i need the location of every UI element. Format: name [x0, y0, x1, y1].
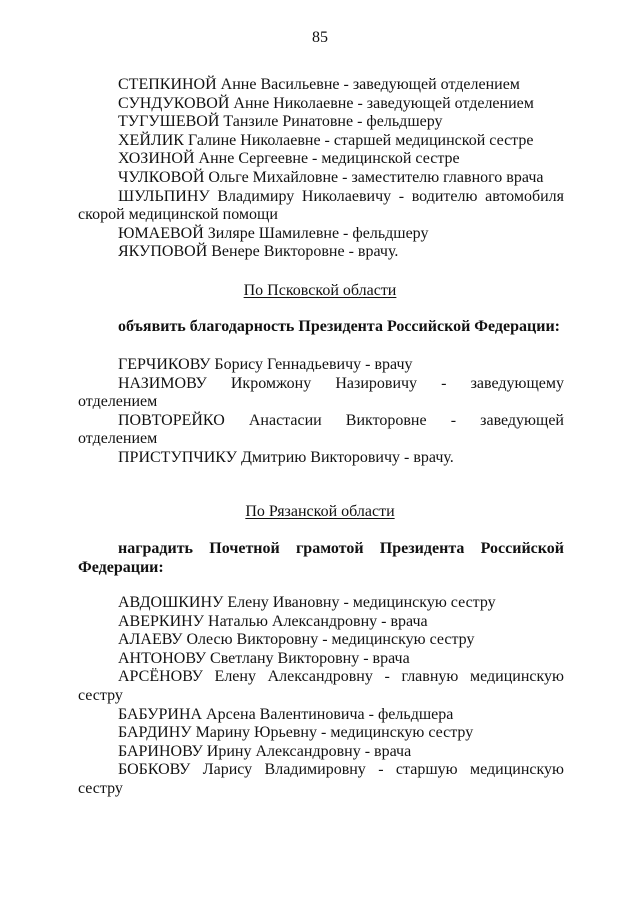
list-item: ПРИСТУПЧИКУ Дмитрию Викторовичу - врачу. — [118, 448, 454, 466]
list-item: ЯКУПОВОЙ Венере Викторовне - врачу. — [118, 243, 399, 261]
list-item-continuation: отделением — [78, 393, 158, 411]
list-item: БАРДИНУ Марину Юрьевну - медицинскую сестру — [118, 724, 474, 742]
awardee-list-top — [78, 76, 564, 262]
list-item: АВЕРКИНУ Наталью Александровну - врача — [118, 612, 428, 630]
list-item: АВДОШКИНУ Елену Ивановну - медицинскую сестру — [118, 594, 496, 611]
list-item-continuation: сестру — [78, 686, 123, 704]
list-item: ГЕРЧИКОВУ Борису Геннадьевичу - врачу — [118, 356, 413, 373]
decree-ryazan — [78, 540, 564, 577]
decree-text-line2: Федерации: — [78, 558, 164, 576]
list-item: БАБУРИНА Арсена Валентиновича - фельдшера — [118, 705, 454, 723]
list-item-continuation: сестру — [78, 779, 123, 797]
decree-text: объявить благодарность Президента Российской Федерации: — [118, 318, 560, 335]
list-item: БАРИНОВУ Ирину Александровну - врача — [118, 742, 412, 760]
list-item: ЮМАЕВОЙ Зиляре Шамилевне - фельдшеру — [118, 224, 429, 242]
list-item: ЧУЛКОВОЙ Ольге Михайловне - заместителю главного врача — [118, 168, 544, 186]
decree-pskov — [78, 318, 564, 337]
list-item-continuation: скорой медицинской помощи — [78, 206, 278, 224]
awardee-list-pskov — [78, 356, 564, 468]
list-item: НАЗИМОВУ Икромжону Назировичу - заведующему — [118, 374, 564, 392]
section-heading-pskov: По Псковской области — [243, 282, 397, 299]
list-item: ШУЛЬПИНУ Владимиру Николаевичу - водителю автомобиля — [118, 187, 564, 205]
list-item: АЛАЕВУ Олесю Викторовну - медицинскую сестру — [118, 631, 475, 649]
list-item: АРСЁНОВУ Елену Александровну - главную медицинскую — [118, 668, 564, 686]
page-number: 85 — [312, 29, 328, 46]
decree-text-line1: наградить Почетной грамотой Президента Российской — [118, 540, 564, 557]
section-heading-ryazan: По Рязанской области — [245, 503, 395, 520]
list-item-continuation: отделением — [78, 430, 158, 448]
list-item: ХЕЙЛИК Галине Николаевне - старшей медицинской сестре — [118, 131, 534, 149]
list-item: АНТОНОВУ Светлану Викторовну - врача — [118, 649, 410, 667]
list-item: ХОЗИНОЙ Анне Сергеевне - медицинской сестре — [118, 150, 460, 168]
list-item: СУНДУКОВОЙ Анне Николаевне - заведующей отделением — [118, 94, 534, 112]
list-item: ТУГУШЕВОЙ Танзиле Ринатовне - фельдшеру — [118, 113, 443, 131]
list-item: СТЕПКИНОЙ Анне Васильевне - заведующей отделением — [118, 76, 520, 93]
awardee-list-ryazan — [78, 594, 564, 799]
list-item: БОБКОВУ Ларису Владимировну - старшую медицинскую — [118, 761, 564, 779]
list-item: ПОВТОРЕЙКО Анастасии Викторовне - заведующей — [118, 411, 564, 429]
